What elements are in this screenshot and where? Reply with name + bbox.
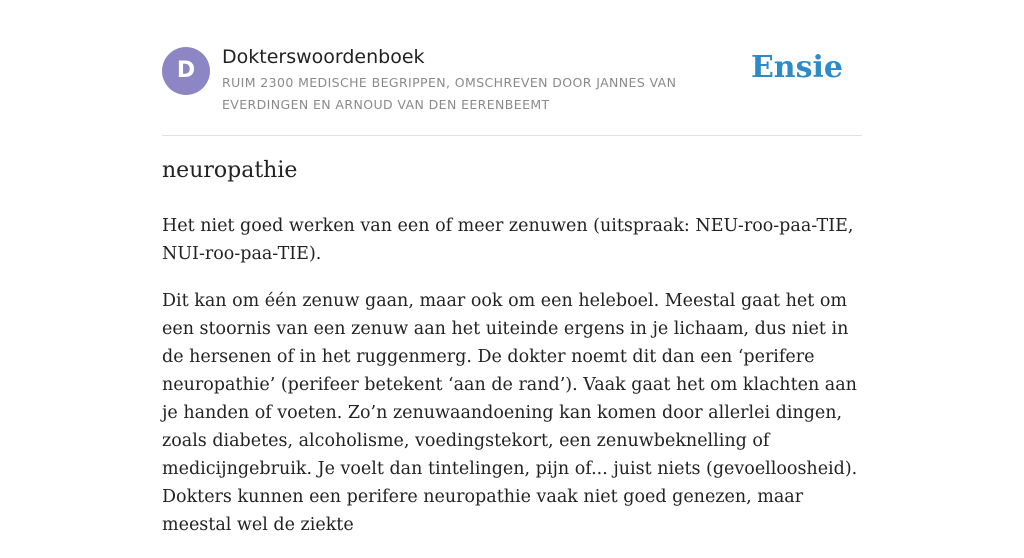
site-subtitle: RUIM 2300 MEDISCHE BEGRIPPEN, OMSCHREVEN DOOR JANNES VAN EVERDINGEN EN ARNOUD VAN DEN EERENBEEMT [222,75,677,112]
site-title[interactable]: Dokterswoordenboek [222,46,425,68]
site-header [162,0,862,136]
entry-definition [162,212,862,558]
definition-paragraph: Het niet goed werken van een of meer zenuwen (uitspraak: NEU-roo-paa-TIE, NUI-roo-paa-TIE). [162,216,854,264]
content-container [162,0,862,535]
entry-term: neuropathie [162,158,298,183]
brand-logo[interactable]: Ensie [750,50,843,85]
avatar[interactable]: D [162,47,210,95]
definition-paragraph: Dit kan om één zenuw gaan, maar ook om een heleboel. Meestal gaat het om een stoornis van een zenuw aan het uiteinde ergens in je lichaam, dus niet in de hersenen of in het ruggenmerg. De dokter noemt dit dan een ‘perifere neuropathie’ (perifeer betekent ‘aan de rand’). Vaak gaat het om klachten aan je handen of voeten. Zo’n zenuwaandoening kan komen door allerlei dingen, zoals diabetes, alcoholisme, voedingstekort, een zenuwbeknelling of medicijngebruik. Je voelt dan tintelingen, pijn of... juist niets (gevoelloosheid). Dokters kunnen een perifere neuropathie vaak niet goed genezen, maar meestal wel de ziekte [162,291,858,535]
